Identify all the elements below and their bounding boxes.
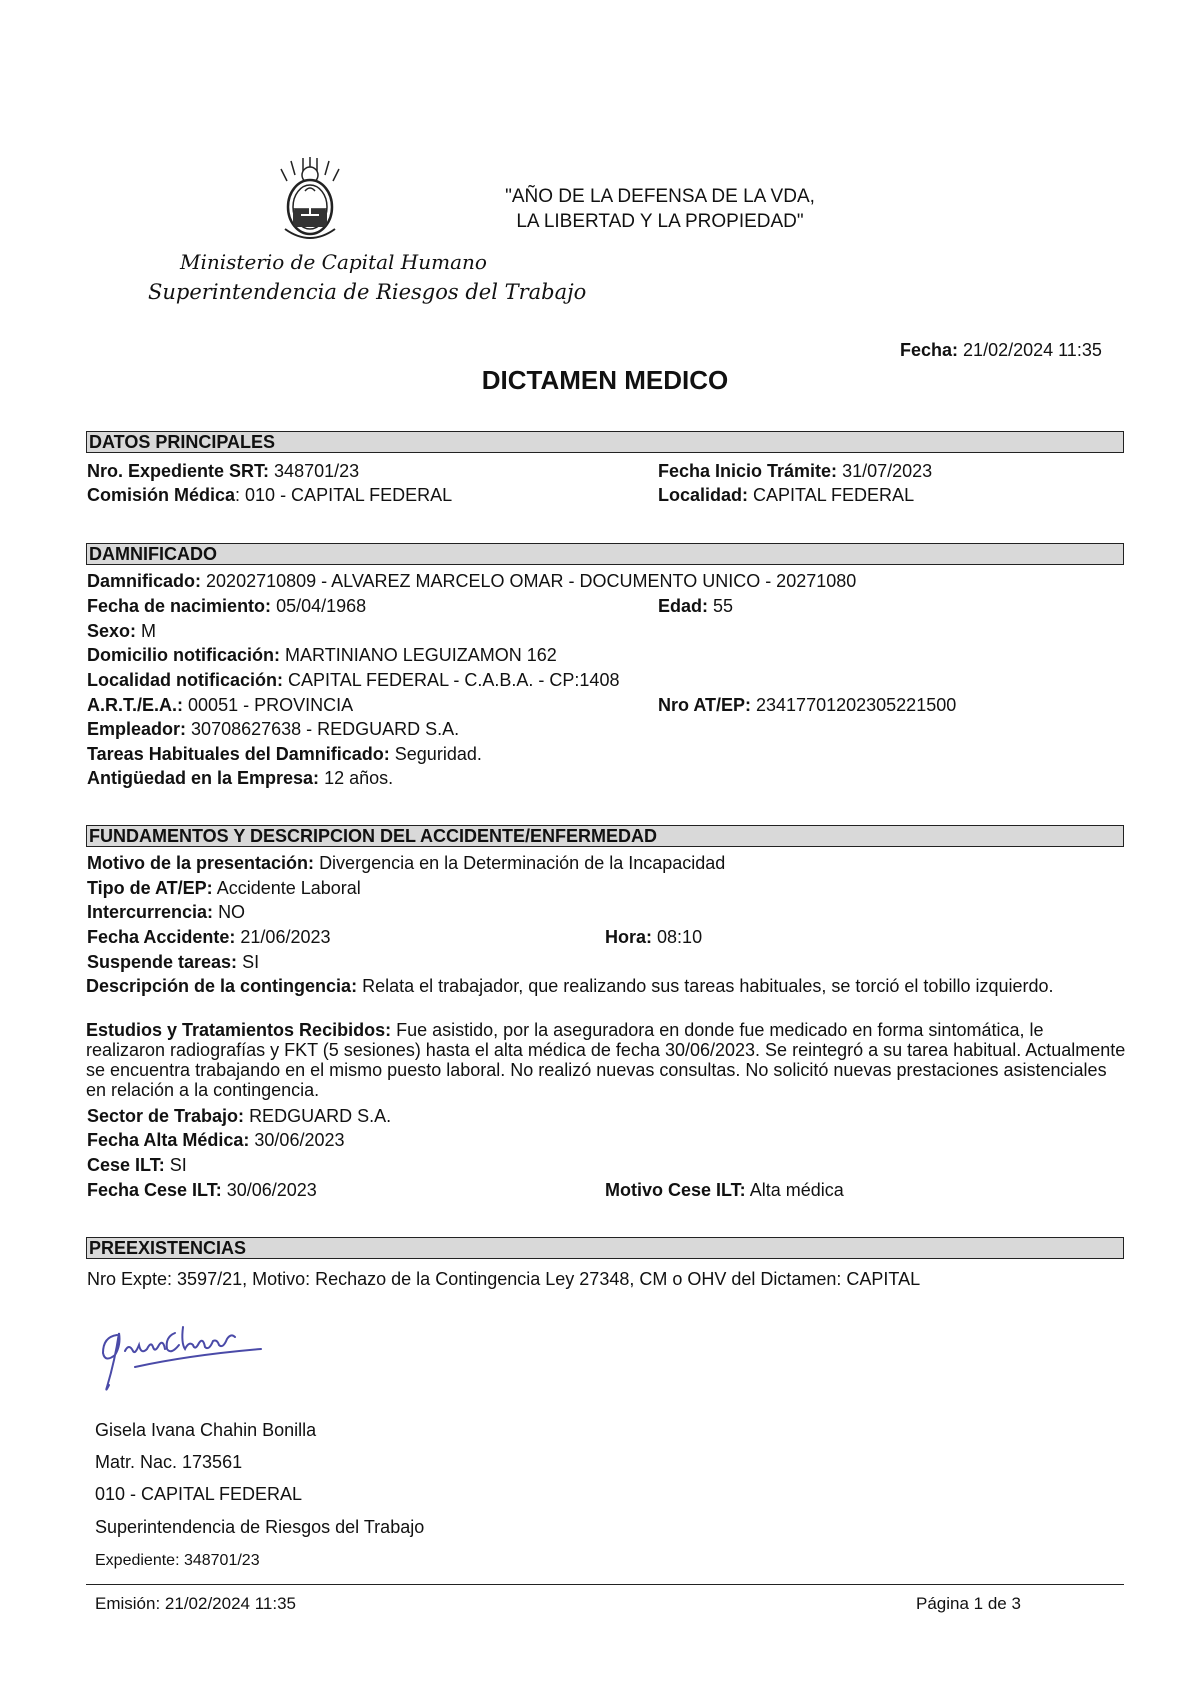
field-fecha-inicio: Fecha Inicio Trámite: 31/07/2023 (658, 461, 933, 481)
field-edad: Edad: 55 (658, 596, 734, 616)
field-cese: Cese ILT: SI (87, 1155, 187, 1175)
field-tipo: Tipo de AT/EP: Accidente Laboral (87, 878, 361, 898)
field-motivo-cese: Motivo Cese ILT: Alta médica (605, 1180, 844, 1200)
motto-line-1: "AÑO DE LA DEFENSA DE LA VDA, (505, 186, 815, 207)
section-preexistencias: PREEXISTENCIAS (86, 1237, 1124, 1259)
field-localidad: Localidad: CAPITAL FEDERAL (658, 485, 915, 505)
field-intercurrencia: Intercurrencia: NO (87, 902, 246, 922)
field-nro-atep: Nro AT/EP: 23417701202305221500 (658, 695, 957, 715)
signer-expediente: Expediente: 348701/23 (95, 1552, 260, 1569)
signature (95, 1315, 270, 1395)
field-empleador: Empleador: 30708627638 - REDGUARD S.A. (87, 719, 460, 739)
field-tareas: Tareas Habituales del Damnificado: Seguridad. (87, 744, 482, 764)
field-motivo: Motivo de la presentación: Divergencia en la Determinación de la Incapacidad (87, 853, 726, 873)
field-fecha-cese: Fecha Cese ILT: 30/06/2023 (87, 1180, 317, 1200)
section-damnificado: DAMNIFICADO (86, 543, 1124, 565)
field-comision: Comisión Médica: 010 - CAPITAL FEDERAL (87, 485, 453, 505)
field-domicilio: Domicilio notificación: MARTINIANO LEGUIZAMON 162 (87, 645, 557, 665)
section-datos-principales: DATOS PRINCIPALES (86, 431, 1124, 453)
signer-name: Gisela Ivana Chahin Bonilla (95, 1420, 317, 1440)
coat-of-arms-icon (275, 155, 345, 243)
preexistencias-text: Nro Expte: 3597/21, Motivo: Rechazo de la Contingencia Ley 27348, CM o OHV del Dictamen: CAPITAL (87, 1269, 921, 1289)
field-expediente: Nro. Expediente SRT: 348701/23 (87, 461, 360, 481)
ministry-name: Ministerio de Capital Humano (180, 250, 487, 274)
footer-divider (86, 1584, 1124, 1585)
field-hora: Hora: 08:10 (605, 927, 703, 947)
signer-comision: 010 - CAPITAL FEDERAL (95, 1484, 303, 1504)
section-fundamentos: FUNDAMENTOS Y DESCRIPCION DEL ACCIDENTE/ENFERMEDAD (86, 825, 1124, 847)
field-estudios: Estudios y Tratamientos Recibidos: Fue asistido, por la aseguradora en donde fue medicado en forma sintomática, le realizaron radiografías y FKT (5 sesiones) hasta el alta médica de fecha 30/06/2023. Se reintegró a su tarea habitual. Actualmente se encuentra trabajando en el mismo puesto laboral. No realizó nuevas consultas. No solicitó nuevas prestaciones asistenciales en relación a la contingencia. (86, 1020, 1126, 1100)
field-nacimiento: Fecha de nacimiento: 05/04/1968 (87, 596, 367, 616)
motto-line-2: LA LIBERTAD Y LA PROPIEDAD" (516, 211, 804, 232)
field-damnificado: Damnificado: 20202710809 - ALVAREZ MARCELO OMAR - DOCUMENTO UNICO - 20271080 (87, 571, 857, 591)
footer-pagina: Página 1 de 3 (916, 1594, 1021, 1613)
field-suspende: Suspende tareas: SI (87, 952, 260, 972)
field-alta: Fecha Alta Médica: 30/06/2023 (87, 1130, 345, 1150)
field-antiguedad: Antigüedad en la Empresa: 12 años. (87, 768, 394, 788)
field-descripcion: Descripción de la contingencia: Relata el trabajador, que realizando sus tareas habituales, se torció el tobillo izquierdo. (86, 976, 1054, 996)
page-title: DICTAMEN MEDICO (481, 365, 729, 395)
signer-organismo: Superintendencia de Riesgos del Trabajo (95, 1517, 425, 1537)
field-art: A.R.T./E.A.: 00051 - PROVINCIA (87, 695, 354, 715)
field-localidad-notificacion: Localidad notificación: CAPITAL FEDERAL - C.A.B.A. - CP:1408 (87, 670, 620, 690)
document-date: Fecha: 21/02/2024 11:35 (900, 340, 1102, 360)
field-fecha-accidente: Fecha Accidente: 21/06/2023 (87, 927, 331, 947)
field-sexo: Sexo: M (87, 621, 157, 641)
footer-emision: Emisión: 21/02/2024 11:35 (95, 1594, 296, 1613)
signer-matricula: Matr. Nac. 173561 (95, 1452, 243, 1472)
agency-name: Superintendencia de Riesgos del Trabajo (148, 280, 587, 304)
field-sector: Sector de Trabajo: REDGUARD S.A. (87, 1106, 392, 1126)
